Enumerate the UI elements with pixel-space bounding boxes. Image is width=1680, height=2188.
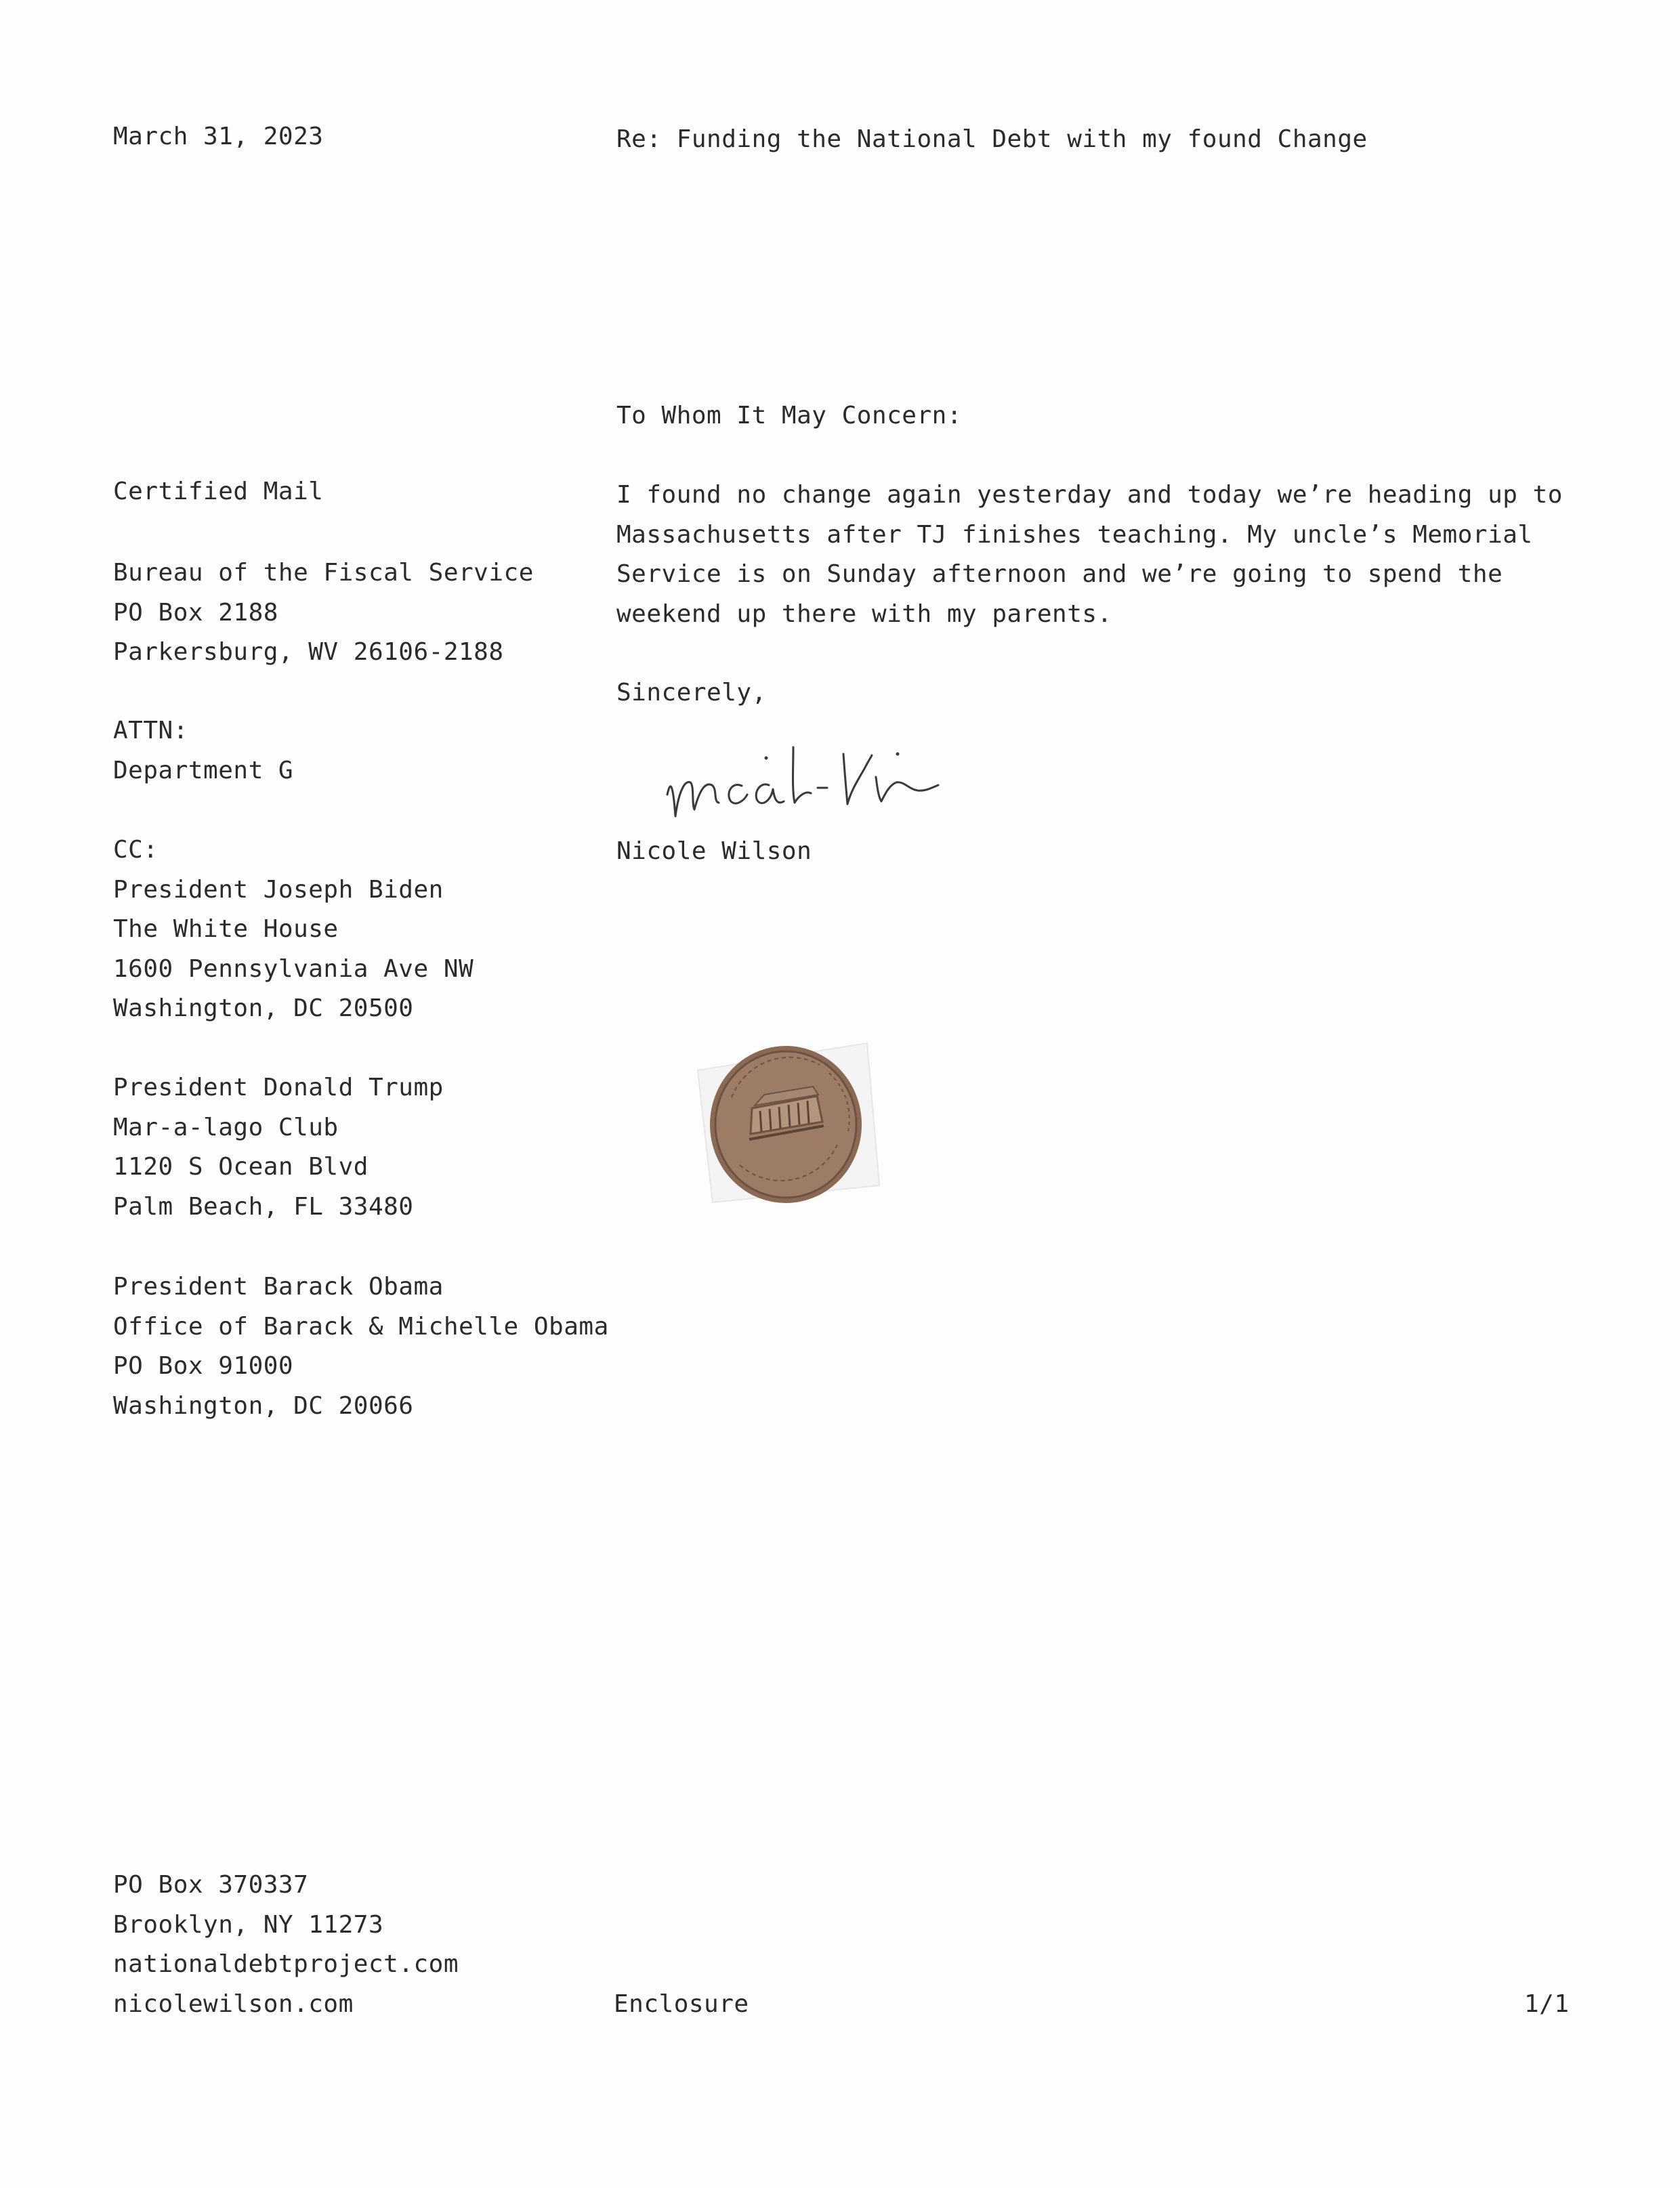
cc-label: CC: [113,836,159,864]
cc-line: The White House [113,915,339,943]
salutation: To Whom It May Concern: [616,402,962,429]
cc-line: Washington, DC 20066 [113,1391,414,1420]
letter-body: I found no change again yesterday and today we’re heading up to Massachusetts after TJ finishes teaching. My uncle’s Memorial Service is on Sunday afternoon and we’re going to spend the weekend up there with my parents. [616,481,1563,628]
attn-block [113,711,293,791]
footer-address-line: Brooklyn, NY 11273 [113,1910,384,1939]
cc-address-obama [113,1267,609,1426]
enclosure-label: Enclosure [614,1990,749,2018]
signature-drawing [660,715,999,837]
cc-line: Office of Barack & Michelle Obama [113,1312,609,1341]
cc-line: Washington, DC 20500 [113,994,414,1022]
footer-website: nationaldebtproject.com [113,1950,459,1978]
taped-coin-drawing [684,1030,887,1213]
page-number: 1/1 [1524,1990,1570,2018]
cc-line: 1120 S Ocean Blvd [113,1153,369,1181]
cc-line: President Joseph Biden [113,875,444,904]
cc-address-trump [113,1068,444,1227]
footer-address [113,1866,459,2024]
recipient-line: Parkersburg, WV 26106-2188 [113,638,504,666]
cc-line: PO Box 91000 [113,1352,294,1380]
cc-line: President Donald Trump [113,1074,444,1101]
attn-label: ATTN: [113,717,188,744]
letter-subject: Re: Funding the National Debt with my found Change [616,125,1368,153]
cc-line: Palm Beach, FL 33480 [113,1192,414,1221]
recipient-address [113,553,534,673]
closing: Sincerely, [616,679,767,707]
letter-date: March 31, 2023 [113,123,324,150]
attn-value: Department G [113,756,294,784]
mail-type: Certified Mail [113,478,324,505]
cc-line: Mar-a-lago Club [113,1113,339,1141]
recipient-line: PO Box 2188 [113,598,278,627]
recipient-line: Bureau of the Fiscal Service [113,559,534,587]
footer-address-line: PO Box 370337 [113,1871,309,1899]
cc-line: President Barack Obama [113,1273,444,1301]
signature-name: Nicole Wilson [616,837,812,865]
penny-icon [684,1030,887,1213]
cc-block [113,830,474,1029]
cc-line: 1600 Pennsylvania Ave NW [113,954,474,983]
footer-website: nicolewilson.com [113,1990,354,2018]
handwritten-signature [660,715,999,837]
